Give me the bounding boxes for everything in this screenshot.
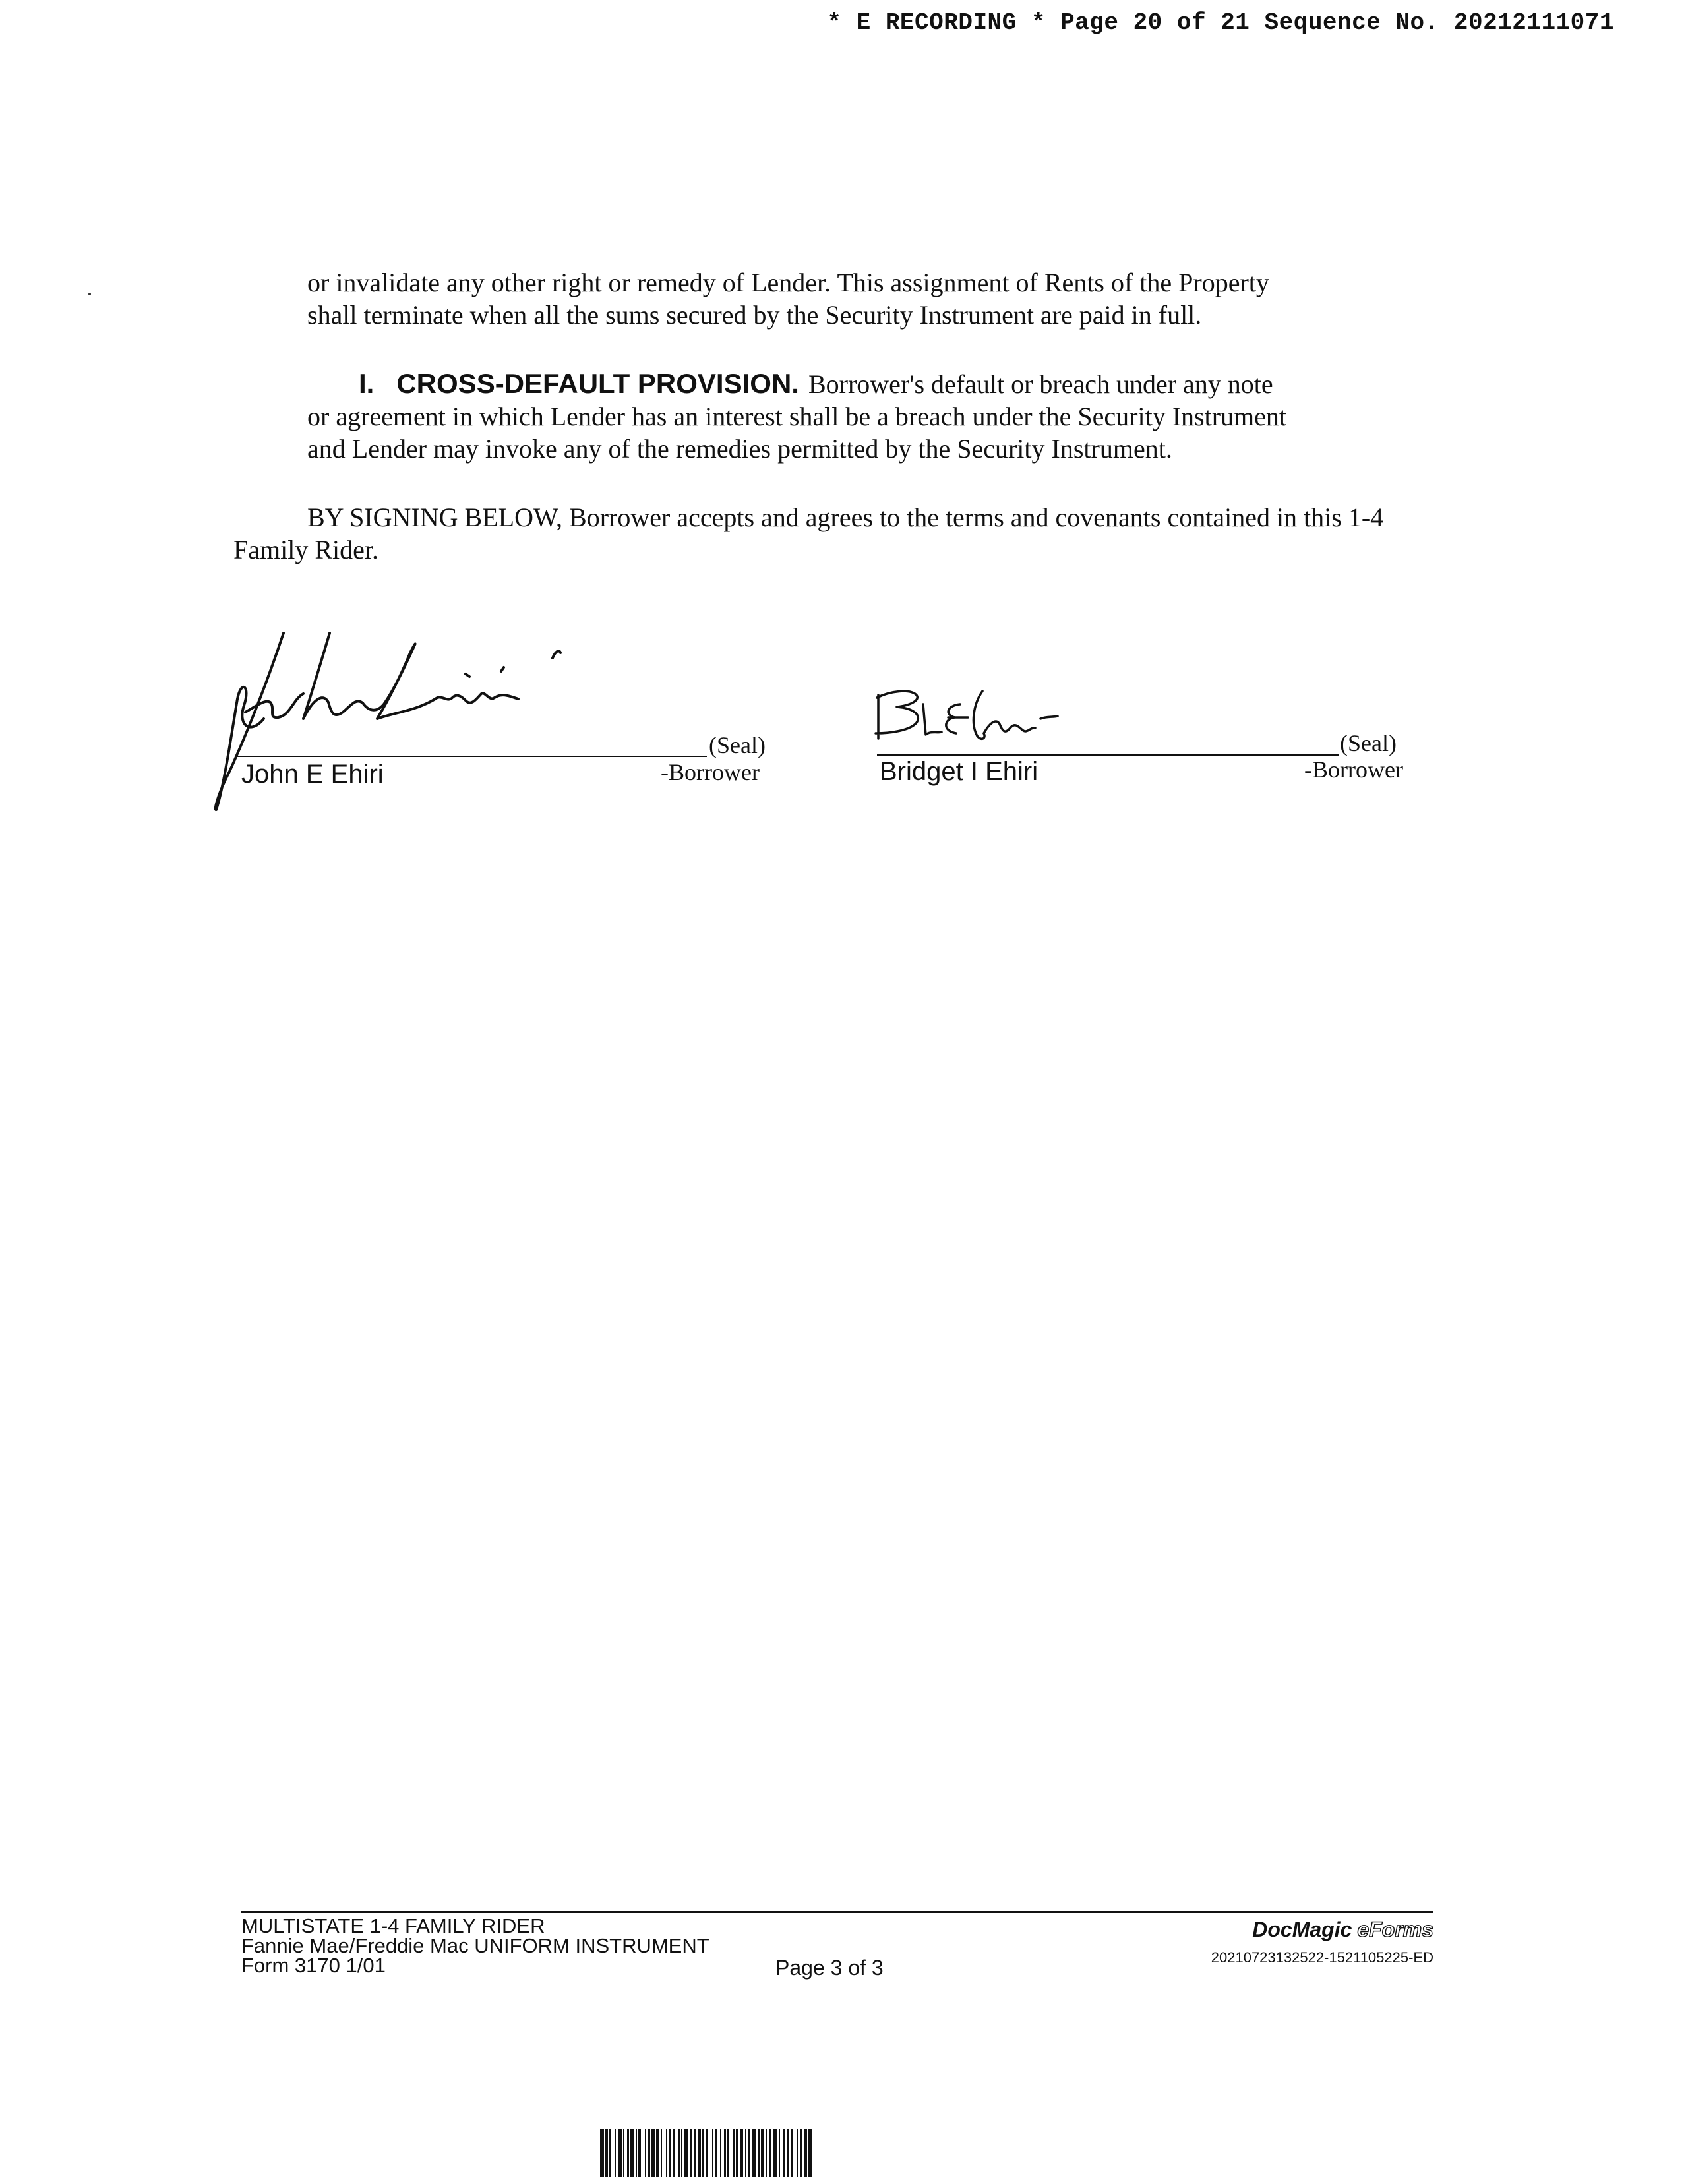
section-line: and Lender may invoke any of the remedies permitted by the Security Instrument. <box>307 434 1172 464</box>
seal-label: (Seal) <box>1340 730 1397 756</box>
form-number: Form 3170 1/01 <box>241 1954 386 1977</box>
scan-speck <box>88 293 91 295</box>
signer-name: John E Ehiri <box>241 760 384 789</box>
seal-label: (Seal) <box>709 732 766 758</box>
signer-role: -Borrower <box>1304 756 1403 783</box>
section-letter: I. <box>359 368 375 399</box>
section-cross-default <box>307 367 1395 465</box>
signing-statement-line: Family Rider. <box>233 535 378 564</box>
brand-name: DocMagic <box>1252 1918 1352 1941</box>
signing-statement-line: BY SIGNING BELOW, Borrower accepts and agrees to the terms and covenants contained in this 1-4 <box>307 502 1384 532</box>
footer-form-info <box>241 1916 709 1976</box>
page-number: Page 3 of 3 <box>775 1956 884 1980</box>
handwritten-signature-bridget <box>870 678 1081 757</box>
paragraph-rents-continuation <box>307 266 1395 331</box>
paragraph-line: shall terminate when all the sums secured by the Security Instrument are paid in full. <box>307 300 1202 330</box>
barcode-bar <box>808 2129 812 2177</box>
signature-line <box>877 754 1339 756</box>
paragraph-line: or invalidate any other right or remedy of Lender. This assignment of Rents of the Property <box>307 268 1269 297</box>
recording-header: * E RECORDING * Page 20 of 21 Sequence No. 20212111071 <box>827 9 1614 36</box>
document-code: 20210723132522-1521105225-ED <box>1211 1949 1433 1966</box>
signature-line <box>236 756 707 757</box>
signing-statement <box>233 501 1433 566</box>
form-title: MULTISTATE 1-4 FAMILY RIDER <box>241 1914 545 1937</box>
brand-suffix: eForms <box>1357 1918 1433 1941</box>
section-first-line <box>307 367 1395 400</box>
brand-logo <box>1252 1918 1433 1942</box>
footer-divider <box>241 1911 1433 1913</box>
barcode <box>600 2129 1080 2177</box>
section-text: Borrower's default or breach under any note <box>808 369 1273 399</box>
section-line: or agreement in which Lender has an interest shall be a breach under the Security Instrument <box>307 402 1286 431</box>
signer-name: Bridget I Ehiri <box>880 757 1039 786</box>
form-subtitle: Fannie Mae/Freddie Mac UNIFORM INSTRUMENT <box>241 1934 709 1957</box>
section-title: CROSS-DEFAULT PROVISION. <box>396 368 799 399</box>
signer-role: -Borrower <box>661 759 760 785</box>
